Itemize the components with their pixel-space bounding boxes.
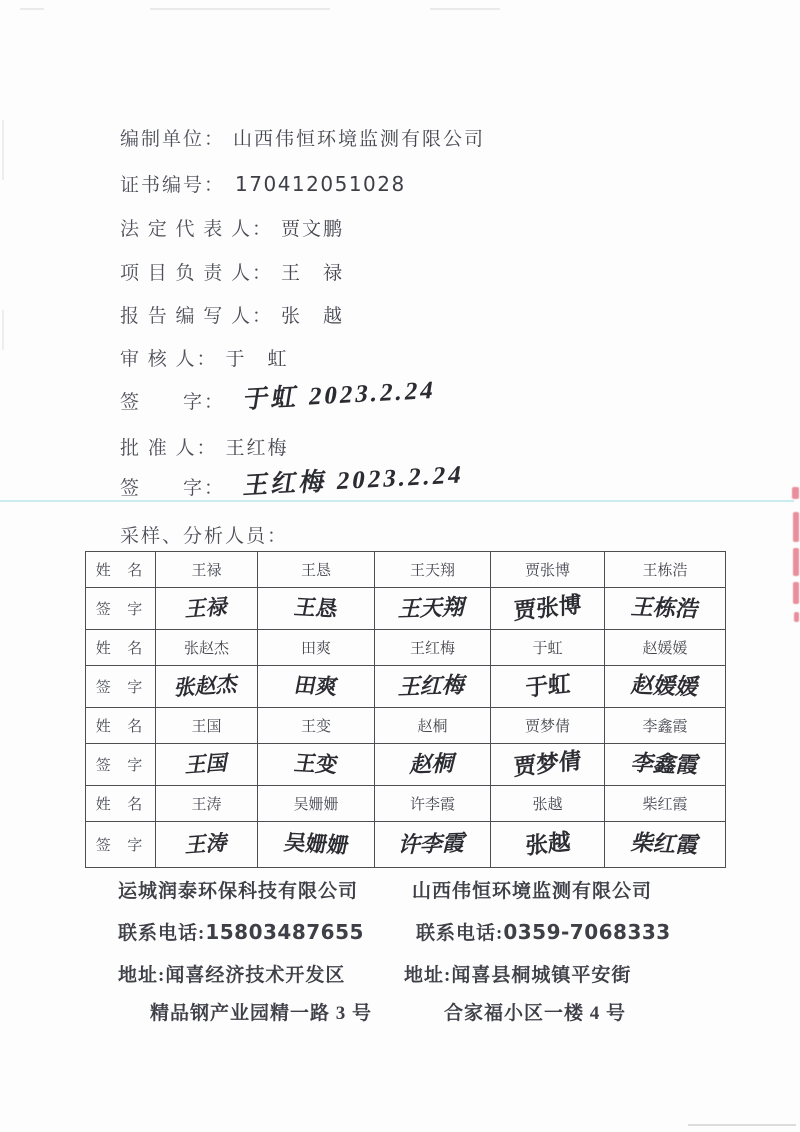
signature-cell [156,588,258,630]
handwritten-signature: 柴红霞 [628,829,702,858]
signature-cell [491,666,605,708]
signature-cell [258,588,375,630]
signature-cell [491,588,605,630]
signature-cell [156,666,258,708]
name-cell: 张越 [491,786,605,822]
name-cell: 田爽 [258,630,375,666]
handwritten-signature: 王涛 [183,829,230,858]
address-label: 地址: [404,965,452,986]
handwritten-signature: 赵桐 [407,749,458,777]
table-row-signatures [86,744,726,786]
row-label-cell: 姓 名 [86,708,156,744]
phone-label: 联系电话: [118,923,206,944]
field-label: 签 字： [120,392,226,413]
phone-row [416,918,671,945]
field-row-project-leader [120,258,344,285]
red-stamp-edge-mark [793,582,799,604]
field-label: 编制单位： [120,129,226,150]
field-value: 山西伟恒环境监测有限公司 [233,129,486,150]
name-cell: 吴姗姗 [258,786,375,822]
name-cell: 王天翔 [375,552,491,588]
row-label-cell: 姓 名 [86,552,156,588]
address-row [404,960,631,987]
personnel-table-caption: 采样、分析人员： [120,526,289,547]
table-row-names [86,630,726,666]
company-name: 运城润泰环保科技有限公司 [118,881,359,902]
field-value: 王红梅 [225,438,289,459]
handwritten-signature: 贾张博 [513,590,582,625]
address-row [118,960,345,987]
table-row-signatures [86,588,726,630]
name-cell: 于虹 [491,630,605,666]
field-label: 报 告 编 写 人： [120,306,274,327]
company-name: 山西伟恒环境监测有限公司 [412,881,653,902]
signature-cell [605,822,726,868]
signature-cell [156,822,258,868]
handwritten-signature: 王恳 [292,594,340,621]
signature-cell [156,744,258,786]
field-row-certificate-number [120,170,406,197]
field-label: 项 目 负 责 人： [120,263,274,284]
table-row-names [86,786,726,822]
scan-artifact-dash [2,120,4,180]
row-label-cell: 姓 名 [86,786,156,822]
signature-cell [605,666,726,708]
handwritten-signature: 王禄 [183,593,230,622]
red-stamp-edge-mark [792,487,799,499]
name-cell: 王栋浩 [605,552,726,588]
row-label-cell: 姓 名 [86,630,156,666]
scan-artifact-dash [150,8,330,10]
handwritten-signature: 于虹 2023.2.24 [241,376,438,415]
name-cell: 王红梅 [375,630,491,666]
row-label-cell: 签 字 [86,666,156,708]
scan-artifact-dash [20,8,44,10]
field-value: 170412051028 [235,172,406,196]
footer-company-right [404,876,704,1026]
field-label: 审 核 人： [120,349,218,370]
field-row-approver [120,433,289,460]
signature-cell [605,744,726,786]
handwritten-signature: 吴姗姗 [281,829,351,858]
scan-artifact-dash [2,310,4,350]
signature-cell [375,744,491,786]
field-row-approver-signature [120,461,466,502]
address-row-2 [412,998,626,1025]
handwritten-signature: 王栋浩 [628,593,702,622]
name-cell: 赵媛媛 [605,630,726,666]
handwritten-signature: 李鑫霞 [628,749,702,778]
name-cell: 张赵杰 [156,630,258,666]
name-cell: 贾梦倩 [491,708,605,744]
table-row-names [86,708,726,744]
phone-row [118,918,364,945]
signature-cell [375,666,491,708]
handwritten-signature: 赵媛媛 [628,671,702,700]
phone-label: 联系电话: [416,923,504,944]
name-cell: 许李霞 [375,786,491,822]
field-row-legal-representative [120,214,344,241]
handwritten-signature: 王变 [292,750,340,777]
address-line2: 合家福小区一楼 4 号 [444,1003,627,1024]
signature-cell [258,666,375,708]
field-row-compiling-unit [120,124,485,151]
name-cell: 柴红霞 [605,786,726,822]
table-row-signatures [86,822,726,868]
name-cell: 赵桐 [375,708,491,744]
phone-number: 0359-7068333 [503,920,671,944]
field-value: 张 越 [281,306,345,327]
red-stamp-edge-mark [793,548,799,576]
field-label: 证书编号： [120,175,226,196]
handwritten-signature: 王红梅 2023.2.24 [241,461,466,501]
field-value: 贾文鹏 [281,219,345,240]
name-cell: 贾张博 [491,552,605,588]
scan-artifact-bottom-line [688,1124,796,1126]
red-stamp-edge-mark [793,512,799,542]
signature-cell [491,822,605,868]
field-row-report-writer [120,301,344,328]
signature-cell [258,744,375,786]
address-label: 地址: [118,965,166,986]
address-row-2 [118,998,372,1025]
footer-company-left [118,876,398,1026]
signature-cell [375,588,491,630]
signature-cell [375,822,491,868]
field-label: 法 定 代 表 人： [120,219,274,240]
handwritten-signature: 许李霞 [396,829,469,858]
handwritten-signature: 王国 [183,749,230,778]
phone-number: 15803487655 [205,920,364,944]
scan-artifact-dash [430,8,500,10]
field-value: 于 虹 [225,349,289,370]
field-row-reviewer [120,344,289,371]
handwritten-signature: 贾梦倩 [513,746,582,781]
handwritten-signature: 田爽 [292,672,340,699]
signature-cell [605,588,726,630]
name-cell: 王恳 [258,552,375,588]
handwritten-signature: 于虹 [524,670,571,701]
field-label: 签 字： [120,478,226,499]
field-row-reviewer-signature [120,376,438,416]
table-row-names [86,552,726,588]
personnel-table [85,551,726,868]
address-line1: 闻喜县桐城镇平安街 [451,965,632,986]
name-cell: 王涛 [156,786,258,822]
row-label-cell: 签 字 [86,588,156,630]
field-label: 批 准 人： [120,438,218,459]
handwritten-signature: 张越 [524,828,571,859]
signature-cell [491,744,605,786]
handwritten-signature: 王红梅 [396,671,469,700]
name-cell: 李鑫霞 [605,708,726,744]
handwritten-signature: 王天翔 [396,593,469,622]
handwritten-signature: 张赵杰 [173,671,241,700]
signature-cell [258,822,375,868]
table-row-signatures [86,666,726,708]
red-stamp-edge-mark [794,612,799,622]
field-value: 王 禄 [281,263,345,284]
address-line2: 精品钢产业园精一路 3 号 [150,1003,373,1024]
address-line1: 闻喜经济技术开发区 [165,965,346,986]
name-cell: 王变 [258,708,375,744]
row-label-cell: 签 字 [86,822,156,868]
name-cell: 王禄 [156,552,258,588]
row-label-cell: 签 字 [86,744,156,786]
name-cell: 王国 [156,708,258,744]
